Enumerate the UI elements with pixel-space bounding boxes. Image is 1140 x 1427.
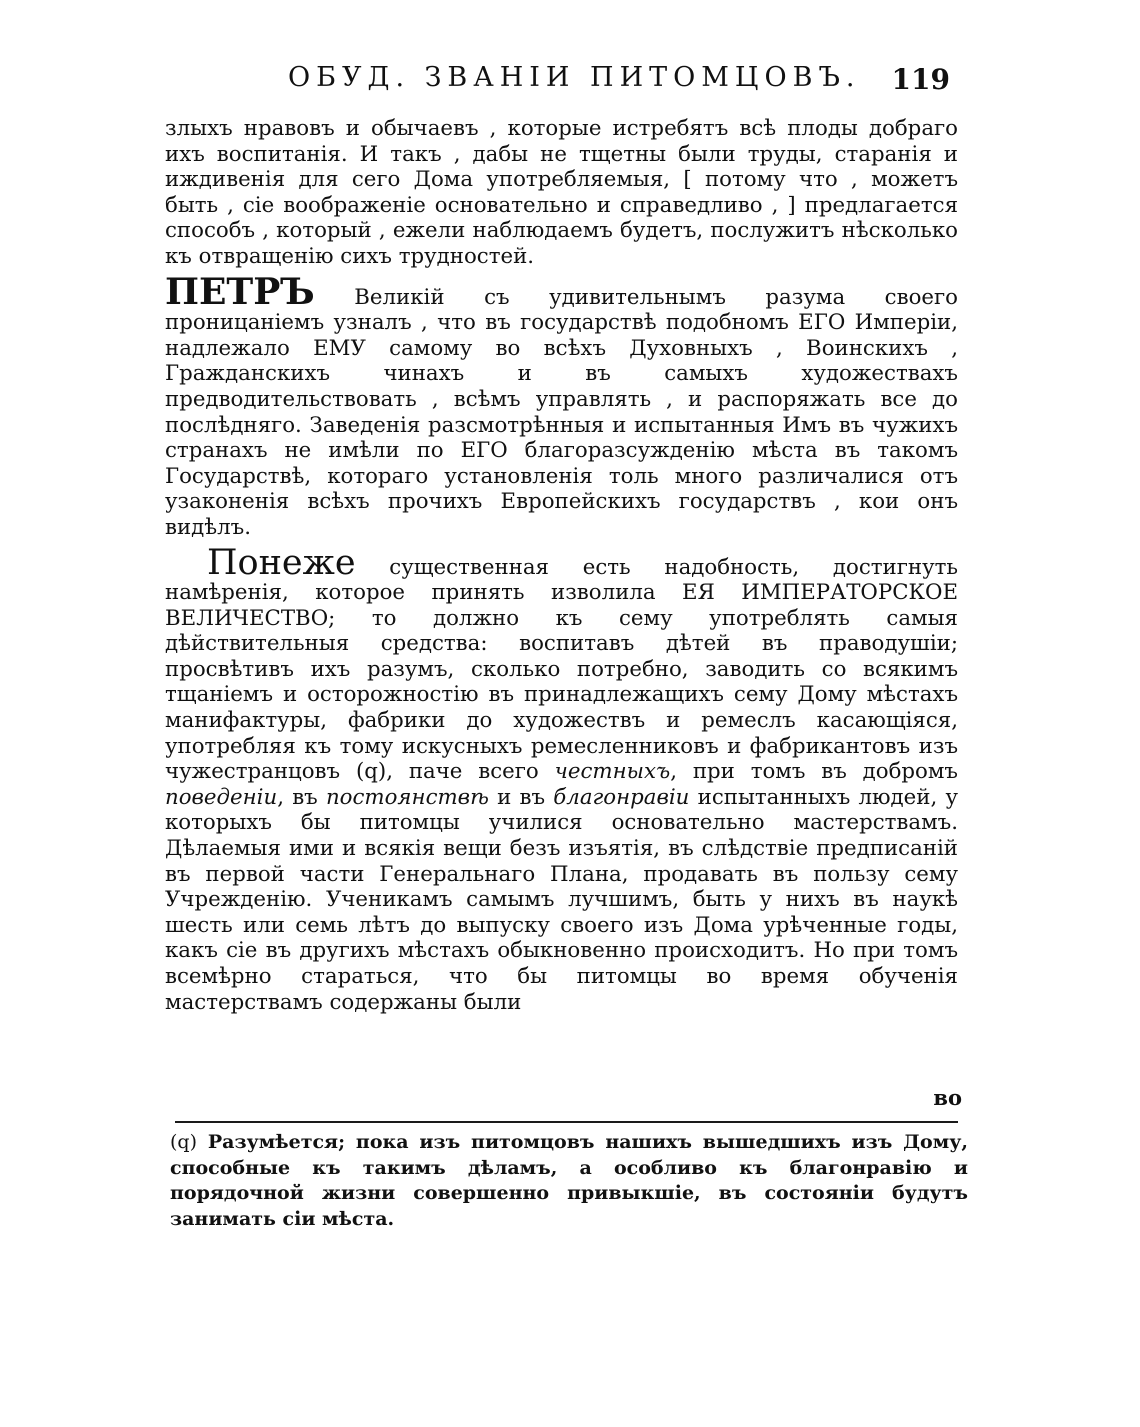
paragraph-3-text-e: испытанныхъ людей, у которыхъ бы питомцы училися основательно мастерствамъ. Дѣлаемыя ими и всякія вещи безъ изъятія, въ слѣдствіе предписаній въ первой части Генеральнаго Плана, продавать въ пользу сему Учрежденію. Ученикамъ самымъ лучшимъ, быть у нихъ въ наукѣ шесть или семь лѣтъ до выпуску своего изъ Дома урѣченные годы, какъ сіе въ другихъ мѣстахъ обыкновенно происходитъ. Но при томъ всемѣрно стараться, что бы питомцы во время обученія мастерствамъ содержаны были [165,784,958,1015]
paragraph-3-text-d: и въ [488,784,554,810]
paragraph-2-lead-word: ПЕТРЪ [165,270,315,313]
paragraph-3-italic-4: благонравіи [553,784,690,810]
paragraph-3-text-a: существенная есть надобность, достигнуть намѣренія, которое принять изволила ЕЯ ИМПЕРАТОРСКОЕ ВЕЛИЧЕСТВО; то должно къ сему употреблять самыя дѣйствительныя средства: воспитавъ дѣтей въ праводушіи; просвѣтивъ ихъ разумъ, сколько потребно, заводить со всякимъ тщаніемъ и осторожностію въ принадлежащихъ сему Дому мѣстахъ манифактуры, фабрики до художествъ и ремеслъ касающіяся, употребляя къ тому искусныхъ ремесленниковъ и фабрикантовъ изъ чужестранцовъ (q), паче всего [165,554,958,785]
page-number: 119 [891,63,950,96]
paragraph-2-text: Великій съ удивительнымъ разума своего проницаніемъ узналъ , что въ государствѣ подобномъ ЕГО Имперіи, надлежало ЕМУ самому во всѣхъ Духовныхъ , Воинскихъ , Гражданскихъ чинахъ и въ самыхъ художествахъ предводительствовать , всѣмъ управлять , и распоряжать все до послѣдняго. Заведенія разсмотрѣнныя и испытанныя Имъ въ чужихъ странахъ не имѣли по ЕГО благоразсужденію мѣста въ такомъ Государствѣ, котораго установленія толь много различалися отъ узаконенія всѣхъ прочихъ Европейскихъ государствъ , кои онъ видѣлъ. [165,284,958,540]
paragraph-2 [165,270,958,541]
main-text [165,116,958,1015]
footnote [170,1130,968,1232]
paragraph-3-lead-word: Понеже [207,542,356,583]
footnote-text: Разумѣется; пока изъ питомцовъ нашихъ вышедшихъ изъ Дому, способные къ такимъ дѣламъ, а особливо къ благонравію и порядочной жизни совершенно привыкшіе, въ состояніи будутъ занимать сіи мѣста. [170,1131,968,1230]
running-head [170,58,960,102]
paragraph-3-italic-1: честныхъ [554,759,671,785]
paragraph-1-text: злыхъ нравовъ и обычаевъ , которые истребятъ всѣ плоды добраго ихъ воспитанія. И такъ , дабы не тщетны были труды, старанія и иждивенія для сего Дома употребляемыя, [ потому что , можетъ быть , сіе воображеніе основательно и справедливо , ] предлагается способъ , который , ежели наблюдаемъ будетъ, послужитъ нѣсколько къ отвращенію сихъ трудностей. [165,116,958,269]
paragraph-3-text-c: , въ [277,784,326,810]
paragraph-3-italic-2: поведеніи [165,784,278,810]
paragraph-3-text-b: , при томъ въ добромъ [670,759,958,785]
running-title: ОБУД. ЗВАНІИ ПИТОМЦОВЪ. [288,62,861,93]
paragraph-3-italic-3: постоянствѣ [325,784,489,810]
catchword: во [933,1085,962,1110]
paragraph-1 [165,116,958,270]
footnote-mark: (q) [170,1131,197,1153]
footnote-divider [175,1121,958,1123]
paragraph-3 [165,542,958,1016]
